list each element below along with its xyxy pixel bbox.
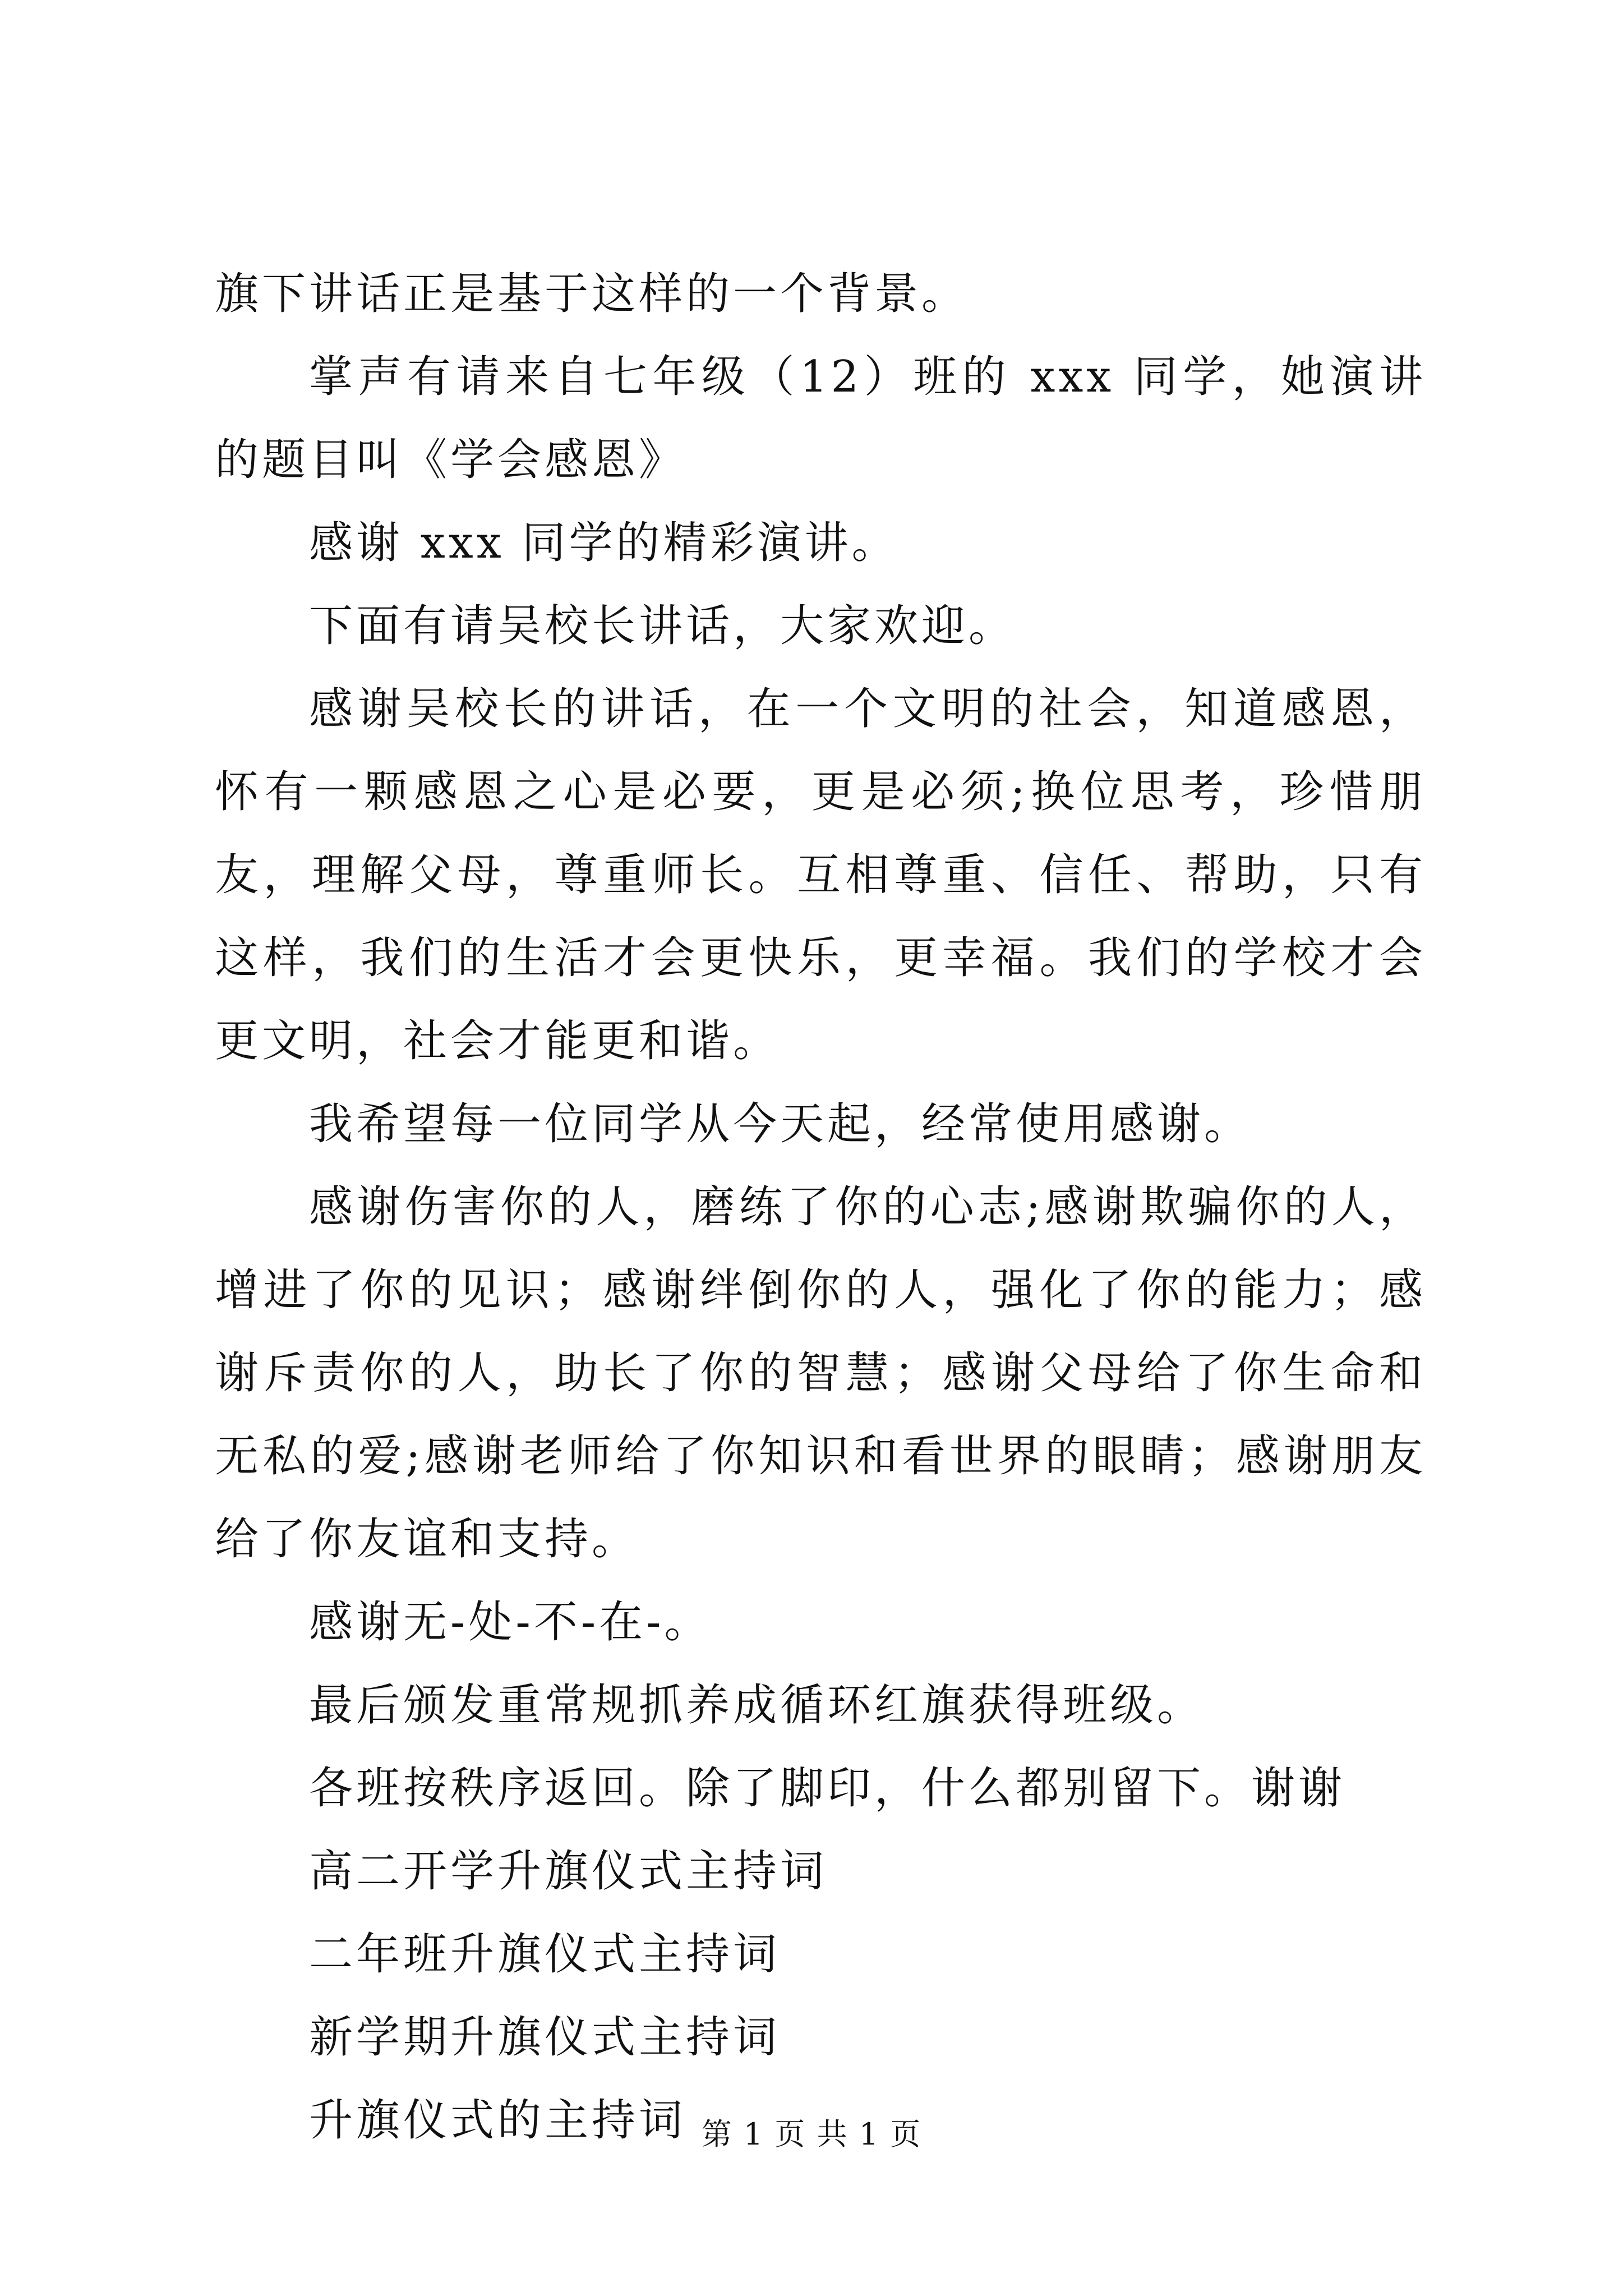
related-title-1[interactable]: 高二开学升旗仪式主持词: [309, 1846, 828, 1897]
paragraph-10: 各班按秩序返回。除了脚印，什么都别留下。谢谢: [309, 1763, 1346, 1814]
paragraph-7: 感谢伤害你的人，磨练了你的心志;感谢欺骗你的人，增进了你的见识；感谢绊倒你的人，强化了你的能力；感谢斥责你的人，助长了你的智慧；感谢父母给了你生命和无私的爱;感谢老师给了你知识和看世界的眼睛；感谢朋友给了你友谊和支持。: [215, 1182, 1426, 1565]
document-body: [215, 252, 1426, 2162]
paragraph-2: 掌声有请来自七年级（12）班的 xxx 同学，她演讲的题目叫《学会感恩》: [215, 352, 1426, 485]
paragraph-9: 最后颁发重常规抓养成循环红旗获得班级。: [309, 1680, 1205, 1731]
paragraph-8: 感谢无-处-不-在-。: [309, 1597, 712, 1648]
related-title-2[interactable]: 二年班升旗仪式主持词: [309, 1929, 781, 1980]
paragraph-6: 我希望每一位同学从今天起，经常使用感谢。: [309, 1099, 1252, 1149]
related-title-3[interactable]: 新学期升旗仪式主持词: [309, 2012, 781, 2063]
page-footer: 第 1 页 共 1 页: [701, 2116, 922, 2152]
paragraph-3: 感谢 xxx 同学的精彩演讲。: [309, 518, 899, 568]
related-title-4[interactable]: 升旗仪式的主持词: [309, 2095, 686, 2146]
paragraph-5: 感谢吴校长的讲话，在一个文明的社会，知道感恩，怀有一颗感恩之心是必要，更是必须;换位思考，珍惜朋友，理解父母，尊重师长。互相尊重、信任、帮助，只有这样，我们的生活才会更快乐，更幸福。我们的学校才会更文明，社会才能更和谐。: [215, 684, 1426, 1066]
paragraph-4: 下面有请吴校长讲话，大家欢迎。: [309, 601, 1016, 651]
paragraph-1: 旗下讲话正是基于这样的一个背景。: [215, 269, 969, 319]
